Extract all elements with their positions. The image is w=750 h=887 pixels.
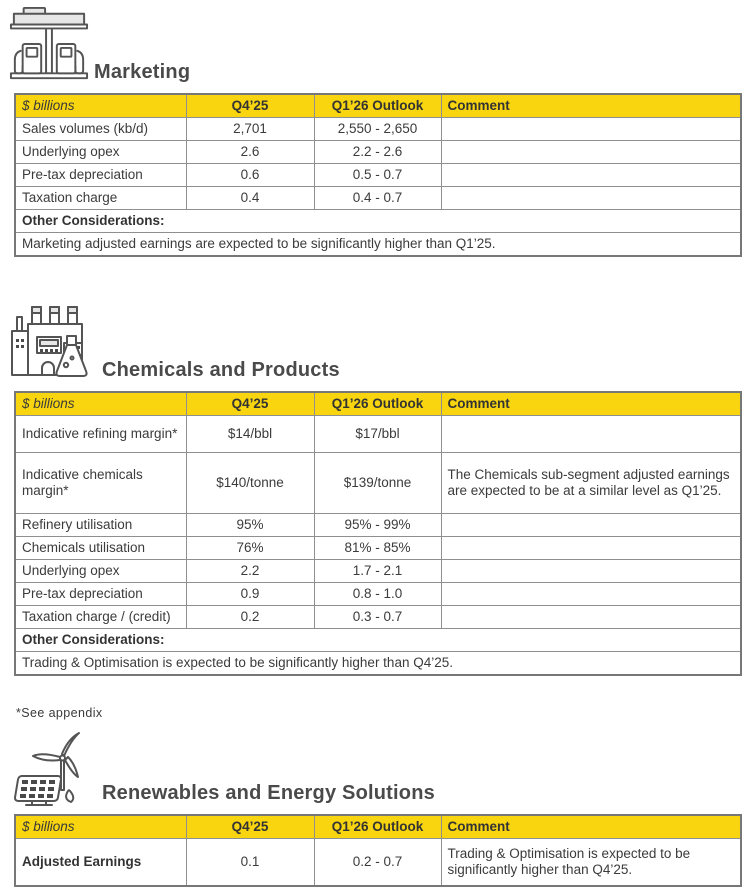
- table-row: [15, 560, 741, 583]
- cell-comment: [441, 514, 741, 537]
- considerations-note: Marketing adjusted earnings are expected to be significantly higher than Q1’25.: [15, 233, 741, 257]
- cell-q4: 0.2: [186, 606, 314, 629]
- table-row: [15, 606, 741, 629]
- cell-label: Underlying opex: [15, 141, 186, 164]
- cell-q4: 76%: [186, 537, 314, 560]
- other-considerations-row: [15, 629, 741, 652]
- cell-q4: $140/tonne: [186, 453, 314, 514]
- cell-outlook: 1.7 - 2.1: [314, 560, 441, 583]
- table-row: [15, 839, 741, 887]
- cell-comment: [441, 560, 741, 583]
- cell-outlook: 0.2 - 0.7: [314, 839, 441, 887]
- cell-q4: 0.4: [186, 187, 314, 210]
- cell-outlook: $17/bbl: [314, 416, 441, 453]
- cell-q4: $14/bbl: [186, 416, 314, 453]
- considerations-note: Trading & Optimisation is expected to be significantly higher than Q4’25.: [15, 652, 741, 676]
- cell-q4: 0.6: [186, 164, 314, 187]
- col-header-q425: Q4’25: [186, 94, 314, 118]
- other-considerations-label: Other Considerations:: [15, 210, 741, 233]
- cell-comment: [441, 537, 741, 560]
- cell-label: Indicative refining margin*: [15, 416, 186, 453]
- cell-q4: 95%: [186, 514, 314, 537]
- other-considerations-label: Other Considerations:: [15, 629, 741, 652]
- table-row: [15, 118, 741, 141]
- table-row: [15, 187, 741, 210]
- cell-outlook: 2,550 - 2,650: [314, 118, 441, 141]
- cell-label: Adjusted Earnings: [15, 839, 186, 887]
- cell-comment: [441, 416, 741, 453]
- col-header-outlook: Q1’26 Outlook: [314, 94, 441, 118]
- section-marketing-header: [8, 5, 750, 85]
- chemicals-table: [14, 391, 742, 676]
- renewables-icon: [8, 730, 98, 806]
- cell-label: Pre-tax depreciation: [15, 164, 186, 187]
- col-header-comment: Comment: [441, 392, 741, 416]
- section-renewables-header: [8, 730, 750, 806]
- cell-comment: The Chemicals sub-segment adjusted earnings are expected to be at a similar level as Q1’25.: [441, 453, 741, 514]
- col-header-comment: Comment: [441, 815, 741, 839]
- table-row: [15, 537, 741, 560]
- cell-label: Underlying opex: [15, 560, 186, 583]
- cell-q4: 0.9: [186, 583, 314, 606]
- cell-outlook: 0.8 - 1.0: [314, 583, 441, 606]
- col-header-comment: Comment: [441, 94, 741, 118]
- table-row: [15, 164, 741, 187]
- renewables-table: [14, 814, 742, 887]
- cell-outlook: 0.5 - 0.7: [314, 164, 441, 187]
- cell-comment: [441, 606, 741, 629]
- cell-outlook: 95% - 99%: [314, 514, 441, 537]
- cell-label: Taxation charge: [15, 187, 186, 210]
- col-header-billions: $ billions: [15, 94, 186, 118]
- table-header-row: [15, 815, 741, 839]
- cell-comment: [441, 583, 741, 606]
- cell-outlook: 0.4 - 0.7: [314, 187, 441, 210]
- cell-q4: 2,701: [186, 118, 314, 141]
- appendix-footnote: *See appendix: [16, 706, 103, 720]
- cell-label: Pre-tax depreciation: [15, 583, 186, 606]
- considerations-note-row: [15, 233, 741, 257]
- chemical-plant-icon: [8, 303, 98, 383]
- cell-q4: 2.6: [186, 141, 314, 164]
- cell-comment: [441, 187, 741, 210]
- table-row: [15, 453, 741, 514]
- cell-label: Refinery utilisation: [15, 514, 186, 537]
- marketing-table: [14, 93, 742, 257]
- col-header-billions: $ billions: [15, 392, 186, 416]
- cell-outlook: 2.2 - 2.6: [314, 141, 441, 164]
- cell-outlook: $139/tonne: [314, 453, 441, 514]
- cell-label: Taxation charge / (credit): [15, 606, 186, 629]
- section-title-chemicals: Chemicals and Products: [102, 359, 340, 381]
- cell-label: Sales volumes (kb/d): [15, 118, 186, 141]
- cell-q4: 0.1: [186, 839, 314, 887]
- col-header-billions: $ billions: [15, 815, 186, 839]
- col-header-outlook: Q1’26 Outlook: [314, 392, 441, 416]
- considerations-note-row: [15, 652, 741, 676]
- table-header-row: [15, 392, 741, 416]
- table-row: [15, 141, 741, 164]
- cell-comment: Trading & Optimisation is expected to be significantly higher than Q4’25.: [441, 839, 741, 887]
- cell-outlook: 0.3 - 0.7: [314, 606, 441, 629]
- col-header-outlook: Q1’26 Outlook: [314, 815, 441, 839]
- fuel-station-icon: [8, 5, 90, 85]
- cell-label: Indicative chemicals margin*: [15, 453, 186, 514]
- cell-outlook: 81% - 85%: [314, 537, 441, 560]
- section-title-marketing: Marketing: [94, 61, 191, 83]
- cell-q4: 2.2: [186, 560, 314, 583]
- section-chemicals-header: [8, 303, 750, 383]
- cell-comment: [441, 118, 741, 141]
- table-header-row: [15, 94, 741, 118]
- cell-comment: [441, 141, 741, 164]
- col-header-q425: Q4’25: [186, 815, 314, 839]
- table-row: [15, 416, 741, 453]
- other-considerations-row: [15, 210, 741, 233]
- col-header-q425: Q4’25: [186, 392, 314, 416]
- cell-label: Chemicals utilisation: [15, 537, 186, 560]
- section-title-renewables: Renewables and Energy Solutions: [102, 782, 435, 804]
- cell-comment: [441, 164, 741, 187]
- table-row: [15, 514, 741, 537]
- table-row: [15, 583, 741, 606]
